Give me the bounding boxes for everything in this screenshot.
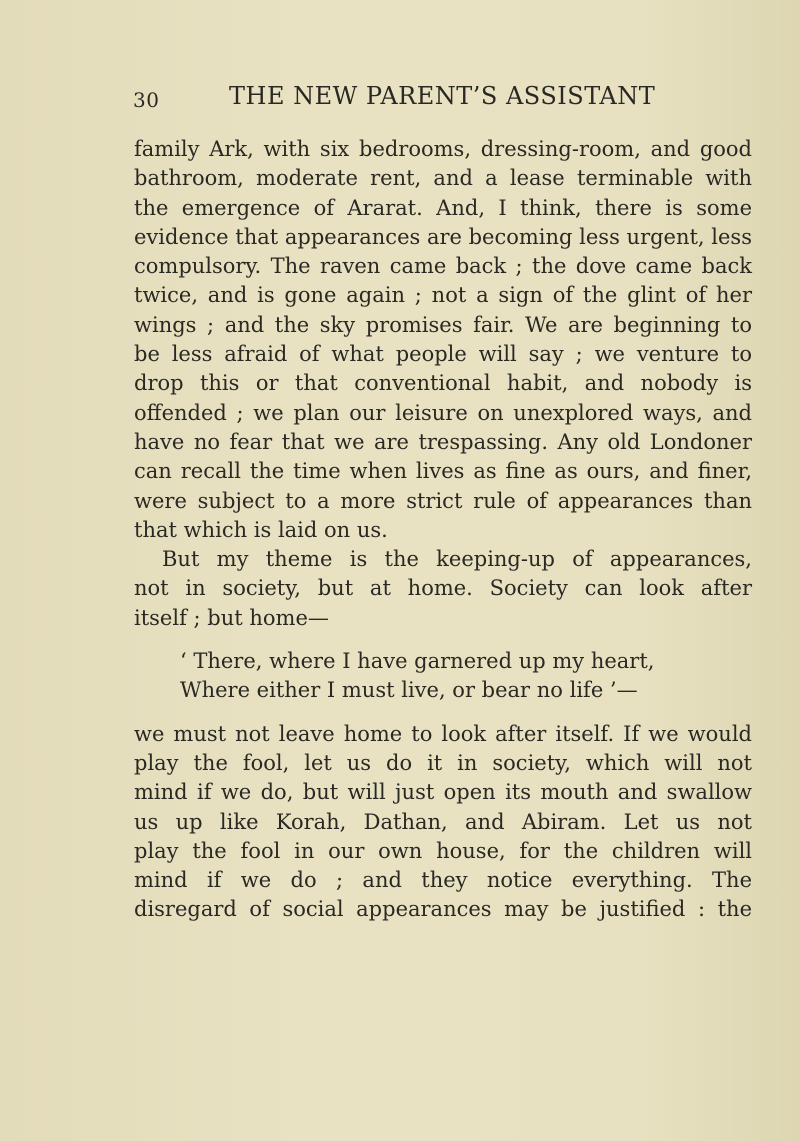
text-line: evidence that appearances are becoming less urgent, less: [134, 224, 752, 249]
verse-quotation: [134, 647, 752, 706]
page-number: 30: [133, 88, 160, 112]
paragraph-2: [134, 545, 752, 633]
text-line: bathroom, moderate rent, and a lease terminable with: [134, 166, 752, 191]
text-line: itself ; but home—: [134, 605, 329, 630]
text-line: us up like Korah, Dathan, and Abiram. Let us not: [134, 809, 752, 834]
text-line: twice, and is gone again ; not a sign of the glint of her: [134, 283, 752, 308]
text-line: can recall the time when lives as fine as ours, and finer,: [134, 459, 752, 484]
text-line: we must not leave home to look after itself. If we would: [134, 721, 752, 746]
text-line: But my theme is the keeping-up of appearances,: [162, 547, 752, 572]
text-line: be less afraid of what people will say ; we venture to: [134, 342, 752, 367]
text-line: offended ; we plan our leisure on unexplored ways, and: [134, 400, 752, 425]
text-line: disregard of social appearances may be justified : the: [134, 897, 752, 922]
page-header: [133, 82, 656, 118]
text-line: not in society, but at home. Society can look after: [134, 576, 752, 601]
paragraph-1: [134, 135, 752, 545]
quote-line: ‘ There, where I have garnered up my heart,: [180, 649, 655, 674]
text-line: compulsory. The raven came back ; the dove came back: [134, 254, 752, 279]
text-line: play the fool in our own house, for the children will: [134, 838, 752, 863]
text-line: the emergence of Ararat. And, I think, there is some: [134, 195, 752, 220]
text-line: that which is laid on us.: [134, 517, 388, 542]
paragraph-3: [134, 720, 752, 925]
quote-line: Where either I must live, or bear no life ’—: [180, 678, 638, 703]
body-text: [134, 135, 752, 925]
text-line: mind if we do, but will just open its mouth and swallow: [134, 780, 752, 805]
text-line: play the fool, let us do it in society, which will not: [134, 750, 752, 775]
text-line: have no fear that we are trespassing. Any old Londoner: [134, 429, 752, 454]
text-line: wings ; and the sky promises fair. We are beginning to: [134, 312, 752, 337]
text-line: drop this or that conventional habit, and nobody is: [134, 371, 752, 396]
text-line: family Ark, with six bedrooms, dressing-room, and good: [134, 137, 752, 161]
text-line: mind if we do ; and they notice everything. The: [134, 868, 752, 893]
running-head: THE NEW PARENT’S ASSISTANT: [229, 82, 656, 110]
text-line: were subject to a more strict rule of appearances than: [134, 488, 752, 513]
